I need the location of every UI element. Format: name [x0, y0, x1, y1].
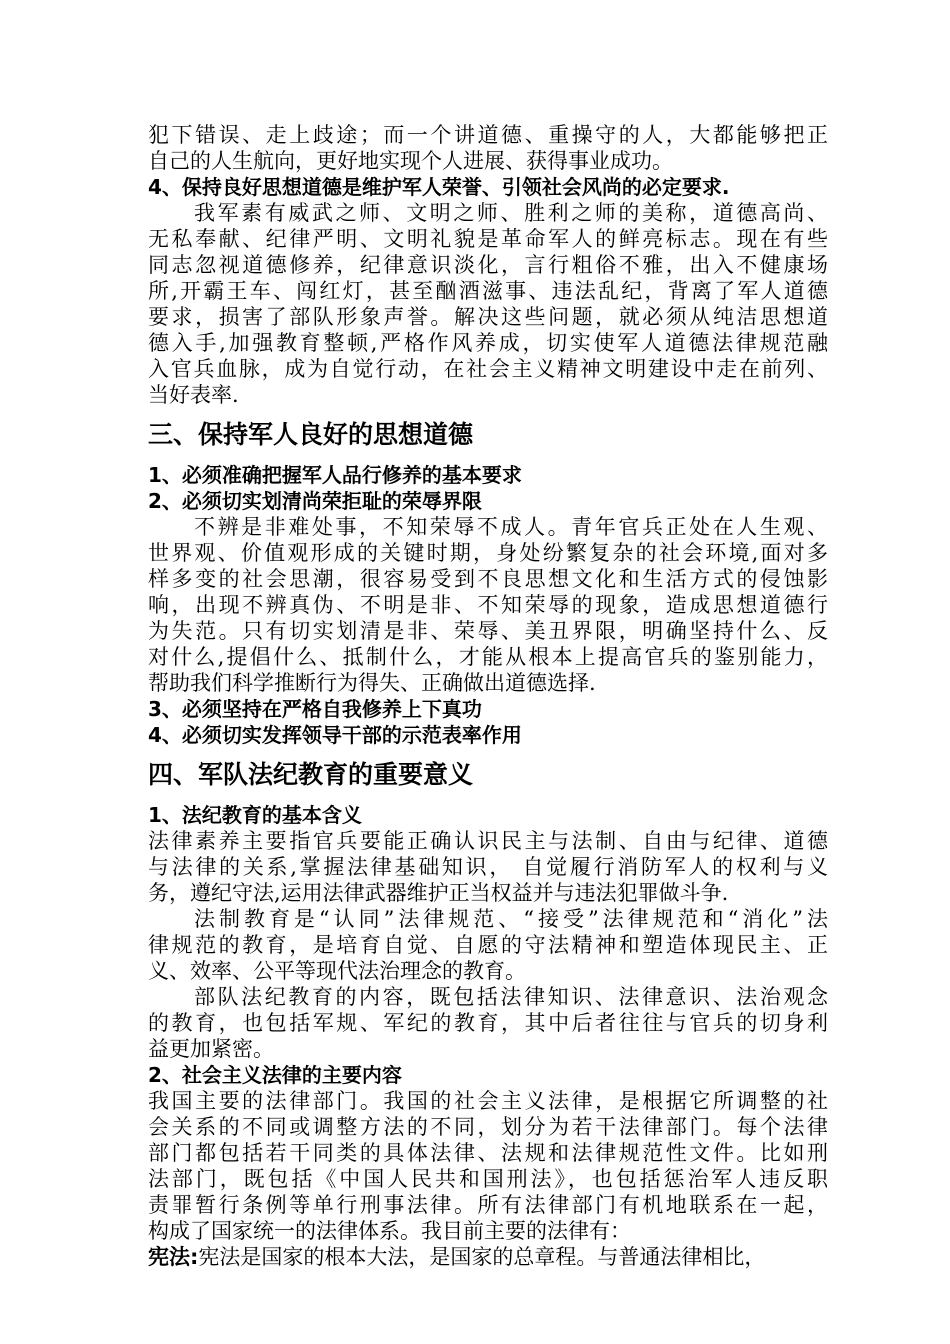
paragraph-line: 所,开霸王车、闯红灯，甚至酗酒滋事、违法乱纪，背离了军人道德 — [148, 279, 828, 303]
paragraph-line: 务，遵纪守法,运用法律武器维护正当权益并与违法犯罪做斗争. — [148, 881, 729, 905]
paragraph-line: 部队法纪教育的内容，既包括法律知识、法律意识、法治观念 — [194, 985, 828, 1009]
paragraph-line: 部门都包括若干同类的具体法律、法规和法律规范性文件。比如刑 — [148, 1141, 828, 1165]
paragraph-line: 的教育，也包括军规、军纪的教育，其中后者往往与官兵的切身利 — [148, 1011, 828, 1035]
paragraph-line: 律规范的教育，是培育自觉、自愿的守法精神和塑造体现民主、正 — [148, 933, 828, 957]
paragraph-line: 无私奉献、纪律严明、文明礼貌是革命军人的鲜亮标志。现在有些 — [148, 227, 828, 251]
paragraph-line: 犯下错误、走上歧途；而一个讲道德、重操守的人，大都能够把正 — [148, 123, 828, 147]
paragraph-line: 帮助我们科学推断行为得失、正确做出道德选择. — [148, 671, 596, 695]
subheading: 1、法纪教育的基本含义 — [148, 803, 362, 827]
paragraph-line: 样多变的社会思潮，很容易受到不良思想文化和生活方式的侵蚀影 — [148, 567, 828, 591]
paragraph-line: 同志忽视道德修养，纪律意识淡化，言行粗俗不雅，出入不健康场 — [148, 253, 828, 277]
paragraph-line: 法制教育是“认同”法律规范、“接受”法律规范和“消化”法 — [194, 907, 828, 931]
document-page — [148, 122, 828, 1270]
constitution-label: 宪法: — [148, 1245, 199, 1269]
section-heading: 三、保持军人良好的思想道德 — [148, 420, 474, 449]
paragraph-line: 与法律的关系,掌握法律基础知识， 自觉履行消防军人的权利与义 — [148, 855, 828, 879]
paragraph-line: 益更加紧密。 — [148, 1037, 274, 1061]
paragraph-line: 要求，损害了部队形象声誉。解决这些问题，就必须从纯洁思想道 — [148, 305, 828, 329]
paragraph-line: 自己的人生航向，更好地实现个人进展、获得事业成功。 — [148, 149, 673, 173]
subheading: 2、社会主义法律的主要内容 — [148, 1063, 402, 1087]
subheading: 1、必须准确把握军人品行修养的基本要求 — [148, 463, 522, 487]
paragraph-line: 德入手,加强教育整顿,严格作风养成，切实使军人道德法律规范融 — [148, 331, 828, 355]
subheading: 3、必须坚持在严格自我修养上下真功 — [148, 697, 482, 721]
paragraph-line: 构成了国家统一的法律体系。我目前主要的法律有： — [148, 1219, 631, 1243]
paragraph-line: 当好表率. — [148, 383, 239, 407]
paragraph-line: 义、效率、公平等现代法治理念的教育。 — [148, 959, 526, 983]
paragraph-line — [148, 1244, 828, 1270]
paragraph-line: 责罪暂行条例等单行刑事法律。所有法律部门有机地联系在一起， — [148, 1193, 828, 1217]
constitution-text: 宪法是国家的根本大法，是国家的总章程。与普通法律相比， — [198, 1245, 766, 1269]
subheading: 4、必须切实发挥领导干部的示范表率作用 — [148, 723, 522, 747]
section-heading: 四、军队法纪教育的重要意义 — [148, 760, 474, 789]
paragraph-line: 我国主要的法律部门。我国的社会主义法律，是根据它所调整的社 — [148, 1089, 828, 1113]
paragraph-line: 法律素养主要指官兵要能正确认识民主与法制、自由与纪律、道德 — [148, 829, 828, 853]
paragraph-line: 响，出现不辨真伪、不明是非、不知荣辱的现象，造成思想道德行 — [148, 593, 828, 617]
subheading: 2、必须切实划清尚荣拒耻的荣辱界限 — [148, 489, 482, 513]
paragraph-line: 入官兵血脉，成为自觉行动，在社会主义精神文明建设中走在前列、 — [148, 357, 828, 381]
subheading: 4、保持良好思想道德是维护军人荣誉、引领社会风尚的必定要求. — [148, 175, 730, 199]
paragraph-line: 法部门，既包括《中国人民共和国刑法》，也包括惩治军人违反职 — [148, 1167, 828, 1191]
paragraph-line: 世界观、价值观形成的关键时期，身处纷繁复杂的社会环境,面对多 — [148, 541, 828, 565]
paragraph-line: 对什么,提倡什么、抵制什么，才能从根本上提高官兵的鉴别能力， — [148, 645, 828, 669]
paragraph-line: 为失范。只有切实划清是非、荣辱、美丑界限，明确坚持什么、反 — [148, 619, 828, 643]
paragraph-line: 我军素有威武之师、文明之师、胜利之师的美称，道德高尚、 — [194, 201, 828, 225]
paragraph-line: 不辨是非难处事，不知荣辱不成人。青年官兵正处在人生观、 — [194, 515, 828, 539]
paragraph-line: 会关系的不同或调整方法的不同，划分为若干法律部门。每个法律 — [148, 1115, 828, 1139]
